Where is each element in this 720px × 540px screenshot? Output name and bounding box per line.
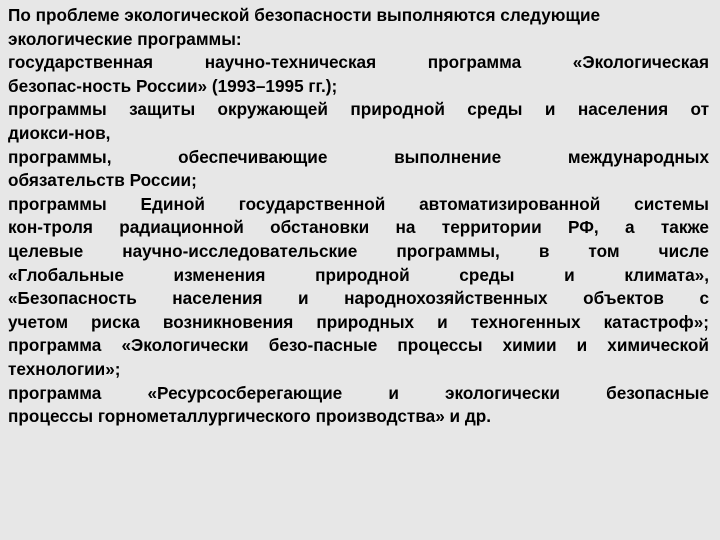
text-line: диокси-нов, [8, 122, 111, 143]
text-line: программы Единой государственной автоматизированной системы [8, 193, 709, 214]
text-line: процессы горнометаллургического производства» и др. [8, 406, 492, 427]
text-line: экологические программы: [8, 28, 242, 49]
text-line: кон-троля радиационной обстановки на территории РФ, а также [8, 217, 709, 238]
text-line: обязательств России; [8, 170, 197, 191]
body-text [8, 4, 709, 429]
text-line: По проблеме экологической безопасности выполняются следующие [8, 5, 601, 25]
text-line: технологии»; [8, 358, 121, 379]
text-line: безопас-ность России» (1993–1995 гг.); [8, 75, 338, 96]
text-line: программы защиты окружающей природной среды и населения от [8, 99, 709, 120]
text-line: целевые научно-исследовательские программы, в том числе [8, 240, 709, 261]
text-line: «Глобальные изменения природной среды и климата», [8, 264, 709, 285]
text-line: программы, обеспечивающие выполнение международных [8, 146, 709, 167]
text-line: программа «Экологически безо-пасные процессы химии и химической [8, 335, 709, 356]
text-line: государственная научно-техническая программа «Экологическая [8, 52, 709, 73]
text-line: программа «Ресурсосберегающие и экологически безопасные [8, 382, 709, 403]
text-line: «Безопасность населения и народнохозяйственных объектов с [8, 288, 709, 309]
text-line: учетом риска возникновения природных и техногенных катастроф»; [8, 311, 709, 332]
